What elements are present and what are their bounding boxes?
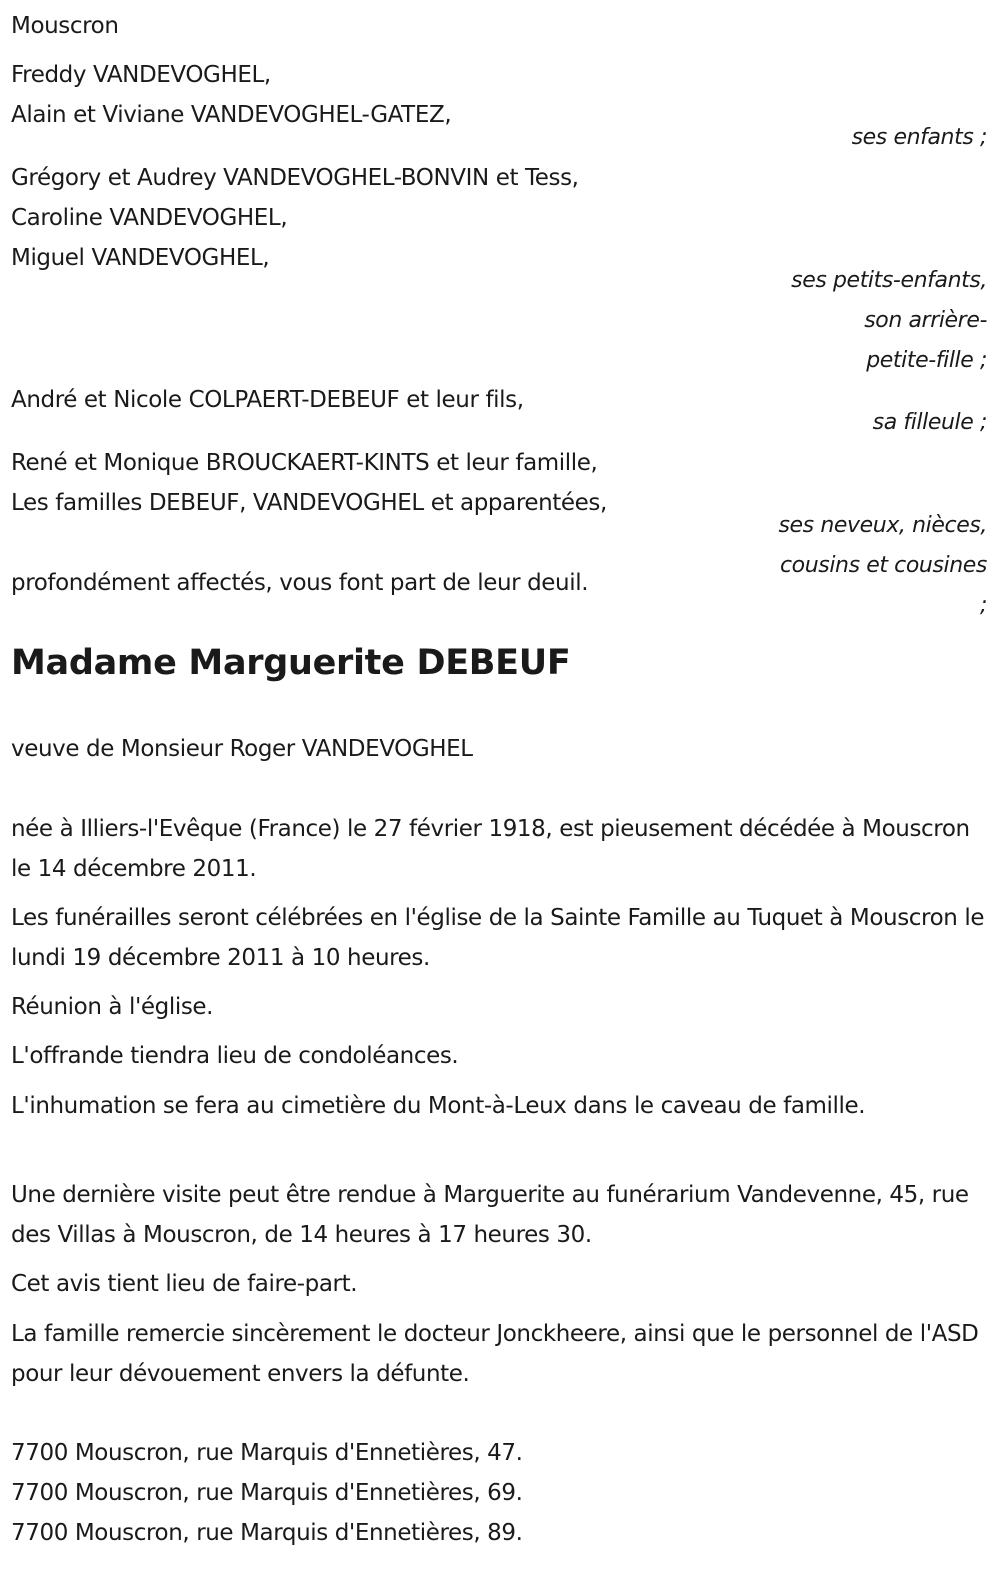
address-line: 7700 Mouscron, rue Marquis d'Ennetières, 47. (11, 1440, 523, 1466)
family-member: Freddy VANDEVOGHEL, (11, 62, 271, 88)
relation-label: ; (979, 593, 987, 618)
relation-label: ses petits-enfants, (791, 268, 987, 293)
notice-paragraph: Cet avis tient lieu de faire-part. (11, 1271, 358, 1297)
birth-death-paragraph: née à Illiers-l'Evêque (France) le 27 février 1918, est pieusement décédée à Mouscron le 14 décembre 2011. (11, 816, 970, 882)
relation-label: ses neveux, nièces, (778, 513, 987, 538)
burial-paragraph: L'inhumation se fera au cimetière du Mont-à-Leux dans le caveau de famille. (11, 1093, 866, 1119)
relation-label: cousins et cousines (779, 553, 987, 578)
relation-label: petite-fille ; (866, 348, 987, 373)
widow-of-line: veuve de Monsieur Roger VANDEVOGHEL (11, 736, 473, 762)
family-member: René et Monique BROUCKAERT-KINTS et leur famille, (11, 450, 598, 476)
family-member: André et Nicole COLPAERT-DEBEUF et leur fils, (11, 387, 524, 413)
relation-label: sa filleule ; (872, 410, 987, 435)
funeral-paragraph: Les funérailles seront célébrées en l'église de la Sainte Famille au Tuquet à Mouscron le lundi 19 décembre 2011 à 10 heures. (11, 905, 985, 971)
city-heading: Mouscron (11, 13, 119, 39)
closing-line: profondément affectés, vous font part de leur deuil. (11, 570, 589, 596)
deceased-name: Madame Marguerite DEBEUF (11, 643, 571, 683)
family-member: Alain et Viviane VANDEVOGHEL-GATEZ, (11, 102, 452, 128)
family-member: Les familles DEBEUF, VANDEVOGHEL et apparentées, (11, 490, 607, 516)
family-member: Miguel VANDEVOGHEL, (11, 245, 270, 271)
family-member: Caroline VANDEVOGHEL, (11, 205, 288, 231)
meeting-paragraph: Réunion à l'église. (11, 994, 214, 1020)
address-line: 7700 Mouscron, rue Marquis d'Ennetières, 69. (11, 1480, 523, 1506)
relation-label: son arrière- (864, 308, 987, 333)
relation-label: ses enfants ; (851, 125, 987, 150)
offering-paragraph: L'offrande tiendra lieu de condoléances. (11, 1043, 459, 1069)
visit-paragraph: Une dernière visite peut être rendue à Marguerite au funérarium Vandevenne, 45, rue des Villas à Mouscron, de 14 heures à 17 heures 30. (11, 1182, 969, 1248)
family-member: Grégory et Audrey VANDEVOGHEL-BONVIN et Tess, (11, 165, 579, 191)
address-line: 7700 Mouscron, rue Marquis d'Ennetières, 89. (11, 1520, 523, 1546)
thanks-paragraph: La famille remercie sincèrement le docteur Jonckheere, ainsi que le personnel de l'ASD pour leur dévouement envers la défunte. (11, 1321, 979, 1387)
